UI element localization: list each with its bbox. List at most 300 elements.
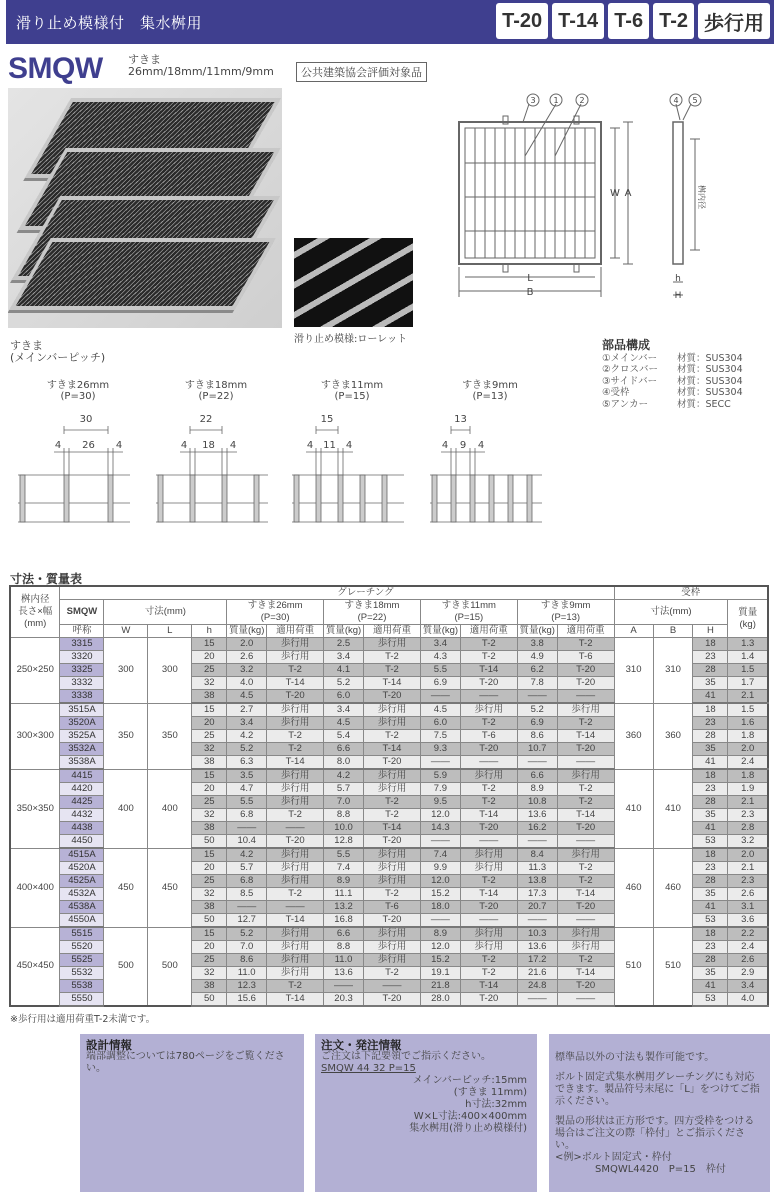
- load-cell: T-14: [460, 809, 517, 822]
- load-cell: T-14: [364, 677, 421, 690]
- mass-cell: 3.4: [420, 638, 460, 651]
- extra-info-p4: <例>ボルト固定式・枠付: [555, 1152, 672, 1163]
- load-cell: 歩行用: [267, 769, 324, 783]
- product-code-cell: 4520A: [60, 862, 104, 875]
- mass-cell: 6.6: [324, 927, 364, 941]
- h-cell: 20: [192, 717, 227, 730]
- h-cell: 15: [192, 769, 227, 783]
- load-cell: T-6: [460, 730, 517, 743]
- load-cell: T-20: [557, 743, 614, 756]
- extra-info-p5: SMQWL4420 P=15 枠付: [595, 1164, 726, 1175]
- load-cell: 歩行用: [364, 875, 421, 888]
- mass-cell: 3.5: [227, 769, 267, 783]
- load-cell: T-2: [364, 730, 421, 743]
- frame-mass-cell: 2.1: [728, 796, 768, 809]
- gap-width: 11: [323, 440, 336, 451]
- mass-cell: 5.5: [420, 664, 460, 677]
- load-cell: T-2: [364, 796, 421, 809]
- mass-cell: 7.8: [517, 677, 557, 690]
- b-cell: 410: [653, 769, 693, 848]
- frame-h-cell: 41: [693, 901, 728, 914]
- load-cell: T-14: [267, 677, 324, 690]
- pitch-diagram: [292, 380, 412, 524]
- mass-cell: 8.9: [420, 927, 460, 941]
- l-cell: 350: [148, 703, 192, 769]
- load-cell: T-2: [460, 967, 517, 980]
- load-cell: T-20: [557, 664, 614, 677]
- mass-cell: 8.6: [227, 954, 267, 967]
- frame-h-cell: 23: [693, 651, 728, 664]
- mass-cell: 19.1: [420, 967, 460, 980]
- load-cell: T-20: [364, 756, 421, 770]
- product-photo: [8, 88, 282, 328]
- mass-cell: ——: [420, 914, 460, 928]
- gap-width: 9: [459, 440, 467, 451]
- frame-h-cell: 23: [693, 717, 728, 730]
- mass-cell: 4.5: [420, 703, 460, 717]
- col-load: 適用荷重: [364, 625, 421, 638]
- l-cell: 450: [148, 848, 192, 927]
- load-cell: T-2: [364, 651, 421, 664]
- frame-mass-cell: 1.5: [728, 703, 768, 717]
- col-gap26: すきま26mm (P=30): [227, 600, 324, 625]
- load-cell: T-20: [267, 835, 324, 849]
- callout-5: 5: [692, 96, 698, 105]
- mass-cell: 7.0: [227, 941, 267, 954]
- product-code-cell: 3532A: [60, 743, 104, 756]
- mass-cell: 4.5: [324, 717, 364, 730]
- mass-cell: ——: [517, 914, 557, 928]
- mass-cell: ——: [517, 993, 557, 1007]
- mass-cell: 5.2: [324, 677, 364, 690]
- order-line-h: h寸法:32mm: [465, 1099, 527, 1110]
- product-code-cell: 3538A: [60, 756, 104, 770]
- mass-cell: 7.4: [420, 848, 460, 862]
- table-row: [10, 769, 768, 783]
- h-cell: 25: [192, 664, 227, 677]
- frame-h-cell: 18: [693, 703, 728, 717]
- inner-size-cell: 250×250: [10, 638, 60, 704]
- h-cell: 20: [192, 862, 227, 875]
- col-load: 適用荷重: [557, 625, 614, 638]
- dim-inner: 桝内径: [697, 185, 706, 209]
- h-cell: 15: [192, 927, 227, 941]
- mass-cell: 10.3: [517, 927, 557, 941]
- frame-mass-cell: 1.4: [728, 651, 768, 664]
- mass-cell: 2.6: [227, 651, 267, 664]
- load-cell: T-14: [460, 888, 517, 901]
- mass-cell: 9.5: [420, 796, 460, 809]
- h-cell: 15: [192, 638, 227, 651]
- b-cell: 310: [653, 638, 693, 704]
- mass-cell: 9.3: [420, 743, 460, 756]
- product-code-cell: 4425: [60, 796, 104, 809]
- load-cell: 歩行用: [460, 769, 517, 783]
- load-badge-t2: T-2: [653, 3, 694, 39]
- dim-h-small: h: [675, 274, 681, 284]
- pitch-p: (P=13): [472, 391, 508, 402]
- load-cell: 歩行用: [267, 638, 324, 651]
- load-cell: T-20: [364, 993, 421, 1007]
- h-cell: 15: [192, 703, 227, 717]
- mass-cell: ——: [420, 690, 460, 704]
- load-cell: T-20: [557, 677, 614, 690]
- h-cell: 32: [192, 743, 227, 756]
- col-w: W: [104, 625, 148, 638]
- mass-cell: 20.7: [517, 901, 557, 914]
- frame-h-cell: 23: [693, 941, 728, 954]
- mass-cell: 15.2: [420, 888, 460, 901]
- w-cell: 400: [104, 769, 148, 848]
- pitch-value: 30: [79, 414, 93, 425]
- mass-cell: 16.8: [324, 914, 364, 928]
- product-code-cell: 4420: [60, 783, 104, 796]
- load-cell: T-2: [460, 875, 517, 888]
- col-frame-h: H: [693, 625, 728, 638]
- frame-mass-cell: 2.2: [728, 927, 768, 941]
- mass-cell: 5.2: [227, 743, 267, 756]
- mass-cell: 5.2: [517, 703, 557, 717]
- pitch-value: 13: [454, 414, 467, 425]
- product-code-cell: 3520A: [60, 717, 104, 730]
- main-bar: [470, 475, 475, 522]
- part-item: ①メインバー 材質：SUS304: [602, 352, 743, 364]
- mass-cell: 6.0: [324, 690, 364, 704]
- mass-cell: 13.6: [517, 809, 557, 822]
- order-info-intro: ご注文は下記要領でご指示ください。: [321, 1051, 491, 1062]
- frame-h-cell: 53: [693, 835, 728, 849]
- table-row: [10, 703, 768, 717]
- mass-cell: 7.9: [420, 783, 460, 796]
- load-cell: T-20: [460, 822, 517, 835]
- load-cell: 歩行用: [557, 703, 614, 717]
- frame-h-cell: 28: [693, 730, 728, 743]
- h-cell: 50: [192, 993, 227, 1007]
- mass-cell: 5.5: [324, 848, 364, 862]
- load-cell: T-20: [364, 690, 421, 704]
- load-cell: T-2: [267, 980, 324, 993]
- mass-cell: 8.4: [517, 848, 557, 862]
- mass-cell: 24.8: [517, 980, 557, 993]
- load-cell: T-20: [364, 835, 421, 849]
- frame-mass-cell: 1.8: [728, 730, 768, 743]
- bar-width: 4: [54, 440, 62, 451]
- a-cell: 360: [614, 703, 653, 769]
- mass-cell: 18.0: [420, 901, 460, 914]
- order-example-code: SMQW 44 32 P=15: [321, 1063, 416, 1074]
- main-bar: [222, 475, 227, 522]
- load-cell: 歩行用: [267, 651, 324, 664]
- mass-cell: 2.7: [227, 703, 267, 717]
- h-cell: 20: [192, 941, 227, 954]
- order-info-title: 注文・発注情報: [321, 1038, 402, 1052]
- frame-mass-cell: 2.3: [728, 875, 768, 888]
- side-view: [673, 122, 683, 264]
- mass-cell: 15.2: [420, 954, 460, 967]
- pitch-diagram: [430, 380, 550, 524]
- gap-label: すきま: [128, 53, 161, 66]
- mass-cell: 11.1: [324, 888, 364, 901]
- mass-cell: 13.2: [324, 901, 364, 914]
- main-bar: [294, 475, 299, 522]
- frame-h-cell: 35: [693, 809, 728, 822]
- main-bar: [108, 475, 113, 522]
- load-cell: T-20: [460, 901, 517, 914]
- col-frame-dims: 寸法(mm): [614, 600, 728, 625]
- load-cell: ——: [557, 835, 614, 849]
- pitch-diagram: [18, 380, 138, 524]
- mass-cell: 12.3: [227, 980, 267, 993]
- bar-width: 4: [115, 440, 123, 451]
- col-mass: 質量(kg): [420, 625, 460, 638]
- load-cell: T-14: [557, 967, 614, 980]
- mass-cell: ——: [420, 835, 460, 849]
- order-line-gap: (すきま 11mm): [453, 1087, 527, 1098]
- table-row: [10, 848, 768, 862]
- mass-cell: 3.4: [324, 651, 364, 664]
- mass-cell: 7.5: [420, 730, 460, 743]
- knurl-pattern-image: [294, 238, 413, 327]
- frame-mass-cell: 2.8: [728, 822, 768, 835]
- mass-cell: 28.0: [420, 993, 460, 1007]
- mass-cell: 12.0: [420, 809, 460, 822]
- load-cell: T-14: [364, 743, 421, 756]
- frame-h-cell: 18: [693, 638, 728, 651]
- load-cell: 歩行用: [267, 848, 324, 862]
- frame-h-cell: 23: [693, 783, 728, 796]
- dim-a: A: [624, 188, 632, 199]
- load-cell: 歩行用: [267, 703, 324, 717]
- mass-cell: ——: [227, 822, 267, 835]
- w-cell: 500: [104, 927, 148, 1006]
- product-code-cell: 4550A: [60, 914, 104, 928]
- design-info-box: [80, 1034, 304, 1192]
- extra-info-p3: 製品の形状は正方形です。四方受枠をつける場合はご注文の際「枠付」とご指示ください。: [555, 1116, 755, 1151]
- bar-width: 4: [441, 440, 449, 451]
- mass-cell: 4.7: [227, 783, 267, 796]
- frame-mass-cell: 1.8: [728, 769, 768, 783]
- mass-cell: 8.9: [517, 783, 557, 796]
- load-cell: 歩行用: [557, 927, 614, 941]
- l-cell: 300: [148, 638, 192, 704]
- product-code-cell: 4432: [60, 809, 104, 822]
- gap-width: 18: [202, 440, 215, 451]
- load-cell: ——: [460, 835, 517, 849]
- product-code-cell: 5550: [60, 993, 104, 1007]
- a-cell: 510: [614, 927, 653, 1006]
- mass-cell: 6.3: [227, 756, 267, 770]
- load-cell: T-14: [267, 914, 324, 928]
- mass-cell: 8.8: [324, 809, 364, 822]
- frame-h-cell: 41: [693, 690, 728, 704]
- mass-cell: 5.5: [227, 796, 267, 809]
- mass-cell: 4.2: [324, 769, 364, 783]
- mass-cell: 10.0: [324, 822, 364, 835]
- mass-cell: 5.2: [227, 927, 267, 941]
- h-cell: 20: [192, 783, 227, 796]
- mass-cell: 13.6: [324, 967, 364, 980]
- frame-mass-cell: 2.3: [728, 809, 768, 822]
- pitch-svg: [430, 402, 550, 524]
- load-badge-pedestrian: 歩行用: [698, 3, 770, 39]
- part-item: ③サイドバー 材質：SUS304: [602, 375, 743, 387]
- load-cell: T-2: [557, 862, 614, 875]
- main-bar: [254, 475, 259, 522]
- load-cell: ——: [460, 914, 517, 928]
- product-code-cell: 5538: [60, 980, 104, 993]
- load-cell: ——: [557, 993, 614, 1007]
- frame-mass-cell: 2.6: [728, 888, 768, 901]
- col-smqw: SMQW: [60, 600, 104, 625]
- part-item: ⑤アンカー 材質：SECC: [602, 398, 731, 410]
- mass-cell: 8.8: [324, 941, 364, 954]
- pitch-label: すきま11mm: [320, 380, 384, 391]
- mass-cell: 10.7: [517, 743, 557, 756]
- mass-cell: 7.0: [324, 796, 364, 809]
- main-bar: [382, 475, 387, 522]
- mass-cell: 6.0: [420, 717, 460, 730]
- mass-cell: 3.4: [324, 703, 364, 717]
- load-cell: T-20: [364, 914, 421, 928]
- col-gap11: すきま11mm (P=15): [420, 600, 517, 625]
- load-cell: T-2: [267, 664, 324, 677]
- certification-badge: 公共建築協会評価対象品: [296, 62, 427, 82]
- mass-cell: 6.9: [420, 677, 460, 690]
- callout-3: 3: [530, 96, 536, 105]
- load-cell: T-20: [557, 980, 614, 993]
- a-cell: 410: [614, 769, 653, 848]
- load-cell: 歩行用: [364, 638, 421, 651]
- mass-cell: ——: [227, 901, 267, 914]
- load-cell: T-20: [460, 743, 517, 756]
- mass-cell: 17.3: [517, 888, 557, 901]
- load-cell: 歩行用: [364, 848, 421, 862]
- frame-h-cell: 35: [693, 888, 728, 901]
- mass-cell: 12.0: [420, 875, 460, 888]
- h-cell: 25: [192, 730, 227, 743]
- load-cell: T-20: [460, 993, 517, 1007]
- col-frame: 受枠: [614, 586, 768, 600]
- product-code-cell: 3515A: [60, 703, 104, 717]
- gap-values: 26mm/18mm/11mm/9mm: [128, 65, 274, 78]
- product-code-cell: 3525A: [60, 730, 104, 743]
- col-load: 適用荷重: [267, 625, 324, 638]
- load-cell: 歩行用: [364, 783, 421, 796]
- mass-cell: 2.5: [324, 638, 364, 651]
- product-code-cell: 4450: [60, 835, 104, 849]
- load-cell: 歩行用: [364, 954, 421, 967]
- frame-h-cell: 41: [693, 822, 728, 835]
- product-code-cell: 5525: [60, 954, 104, 967]
- h-cell: 20: [192, 651, 227, 664]
- mass-cell: 4.3: [420, 651, 460, 664]
- product-code-cell: 3315: [60, 638, 104, 651]
- mass-cell: ——: [517, 690, 557, 704]
- main-bar: [451, 475, 456, 522]
- page-title: 滑り止め模様付 集水桝用: [16, 13, 203, 32]
- load-cell: 歩行用: [267, 717, 324, 730]
- load-cell: 歩行用: [557, 769, 614, 783]
- frame-mass-cell: 3.4: [728, 980, 768, 993]
- frame-mass-cell: 2.1: [728, 862, 768, 875]
- product-code-cell: 3332: [60, 677, 104, 690]
- mass-cell: 6.9: [517, 717, 557, 730]
- main-bar: [158, 475, 163, 522]
- mass-cell: 9.9: [420, 862, 460, 875]
- load-cell: 歩行用: [267, 875, 324, 888]
- h-cell: 38: [192, 756, 227, 770]
- product-code-cell: 5532: [60, 967, 104, 980]
- frame-h-cell: 28: [693, 875, 728, 888]
- frame-mass-cell: 3.6: [728, 914, 768, 928]
- mass-cell: 8.0: [324, 756, 364, 770]
- mass-cell: 4.2: [227, 730, 267, 743]
- product-code-cell: 3320: [60, 651, 104, 664]
- col-frame-mass: 質量 (kg): [728, 600, 768, 638]
- load-cell: T-14: [557, 888, 614, 901]
- mass-cell: 16.2: [517, 822, 557, 835]
- load-cell: T-2: [364, 809, 421, 822]
- part-item: ④受枠 材質：SUS304: [602, 387, 743, 398]
- frame-mass-cell: 2.4: [728, 941, 768, 954]
- frame-mass-cell: 2.0: [728, 743, 768, 756]
- mass-cell: 21.6: [517, 967, 557, 980]
- col-inner-size: 桝内径 長さ×幅 (mm): [10, 586, 60, 638]
- pitch-p: (P=30): [60, 391, 96, 402]
- dim-h-large: H: [674, 291, 682, 301]
- mass-cell: 10.8: [517, 796, 557, 809]
- load-cell: T-2: [557, 796, 614, 809]
- spec-table: [9, 585, 769, 1007]
- table-row: [10, 927, 768, 941]
- col-mass: 質量(kg): [324, 625, 364, 638]
- main-bar: [190, 475, 195, 522]
- mass-cell: 11.0: [324, 954, 364, 967]
- load-cell: T-2: [364, 967, 421, 980]
- table-row: [10, 638, 768, 651]
- col-name: 呼称: [60, 625, 104, 638]
- mass-cell: 5.4: [324, 730, 364, 743]
- a-cell: 460: [614, 848, 653, 927]
- frame-h-cell: 28: [693, 796, 728, 809]
- load-cell: 歩行用: [460, 848, 517, 862]
- load-cell: 歩行用: [460, 703, 517, 717]
- load-cell: T-2: [460, 954, 517, 967]
- product-code-cell: 4415: [60, 769, 104, 783]
- extra-info-p1: 標準品以外の寸法も製作可能です。: [555, 1052, 715, 1063]
- bar-width: 4: [229, 440, 237, 451]
- parts-title: 部品構成: [602, 338, 651, 352]
- table-title: 寸法・質量表: [10, 572, 83, 586]
- part-item: ②クロスバー 材質：SUS304: [602, 364, 743, 375]
- frame-h-cell: 35: [693, 677, 728, 690]
- col-b: B: [653, 625, 693, 638]
- gap-width: 26: [82, 440, 95, 451]
- mass-cell: 12.7: [227, 914, 267, 928]
- h-cell: 32: [192, 677, 227, 690]
- frame-h-cell: 18: [693, 769, 728, 783]
- table-note: ※歩行用は適用荷重T-2未満です。: [10, 1014, 156, 1025]
- product-code-cell: 4525A: [60, 875, 104, 888]
- load-cell: 歩行用: [364, 717, 421, 730]
- load-cell: 歩行用: [267, 783, 324, 796]
- h-cell: 38: [192, 822, 227, 835]
- product-code-cell: 4532A: [60, 888, 104, 901]
- load-cell: T-2: [460, 651, 517, 664]
- frame-h-cell: 41: [693, 756, 728, 770]
- product-code-cell: 3325: [60, 664, 104, 677]
- load-cell: T-2: [460, 796, 517, 809]
